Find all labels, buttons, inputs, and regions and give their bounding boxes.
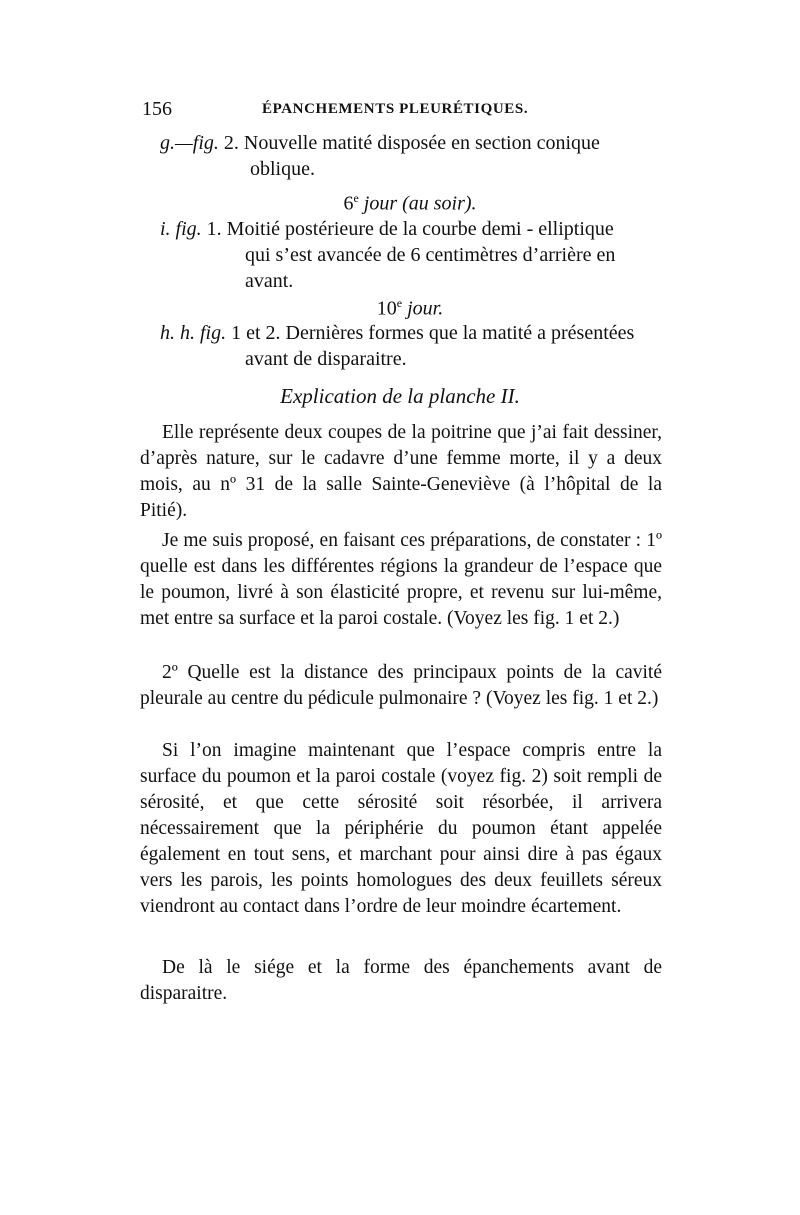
figure-entry-i: [160, 216, 660, 294]
paragraph: Si l’on imagine maintenant que l’espace compris entre la surface du poumon et la paroi costale (voyez fig. 2) soit rempli de sérosité, et que cette sérosité soit résorbée, il arrivera nécessairement que la périphérie du poumon étant appelée également en tout sens, et marchant pour ainsi dire à pas égaux vers les parois, les points homologues des deux feuillets séreux viendront au contact dans l’ordre de leur moindre écartement.: [140, 740, 662, 917]
day-heading-10: 10e jour.: [376, 296, 444, 320]
section-title: Explication de la planche II.: [280, 384, 520, 408]
page-header: [142, 98, 662, 126]
paragraph: Je me suis proposé, en faisant ces préparations, de constater : 1º quelle est dans les différentes régions la grandeur de l’espace que le poumon, livré à son élasticité propre, et revenu sur lui-même, met entre sa surface et la paroi costale. (Voyez les fig. 1 et 2.): [140, 530, 662, 629]
figure-entry-g: [160, 130, 660, 182]
entry-text: 1. Moitié postérieure de la courbe demi - elliptique: [201, 218, 614, 240]
running-title: ÉPANCHEMENTS PLEURÉTIQUES.: [262, 101, 529, 117]
entry-continuation: oblique.: [250, 158, 315, 180]
entry-continuation: avant.: [245, 270, 294, 292]
day-heading-6: 6e jour (au soir).: [343, 191, 477, 215]
paragraph: 2º Quelle est la distance des principaux points de la cavité pleurale au centre du pédicule pulmonaire ? (Voyez les fig. 1 et 2.): [140, 662, 662, 709]
entry-text: 1 et 2. Dernières formes que la matité a présentées: [226, 322, 635, 344]
figure-entry-h: [160, 320, 660, 372]
figure-ref: i. fig.: [160, 218, 202, 240]
entry-text: 2. Nouvelle matité disposée en section conique: [218, 132, 600, 154]
page-number: 156: [142, 98, 172, 120]
entry-continuation: avant de disparaitre.: [245, 348, 407, 370]
paragraph: De là le siége et la forme des épanchements avant de disparaitre.: [140, 957, 662, 1004]
entry-continuation: qui s’est avancée de 6 centimètres d’arrière en: [245, 244, 616, 266]
paragraph: Elle représente deux coupes de la poitrine que j’ai fait dessiner, d’après nature, sur le cadavre d’une femme morte, il y a deux mois, au nº 31 de la salle Sainte-Geneviève (à l’hôpital de la Pitié).: [140, 422, 662, 521]
figure-ref: g.—fig.: [160, 132, 219, 154]
figure-ref: h. h. fig.: [160, 322, 227, 344]
